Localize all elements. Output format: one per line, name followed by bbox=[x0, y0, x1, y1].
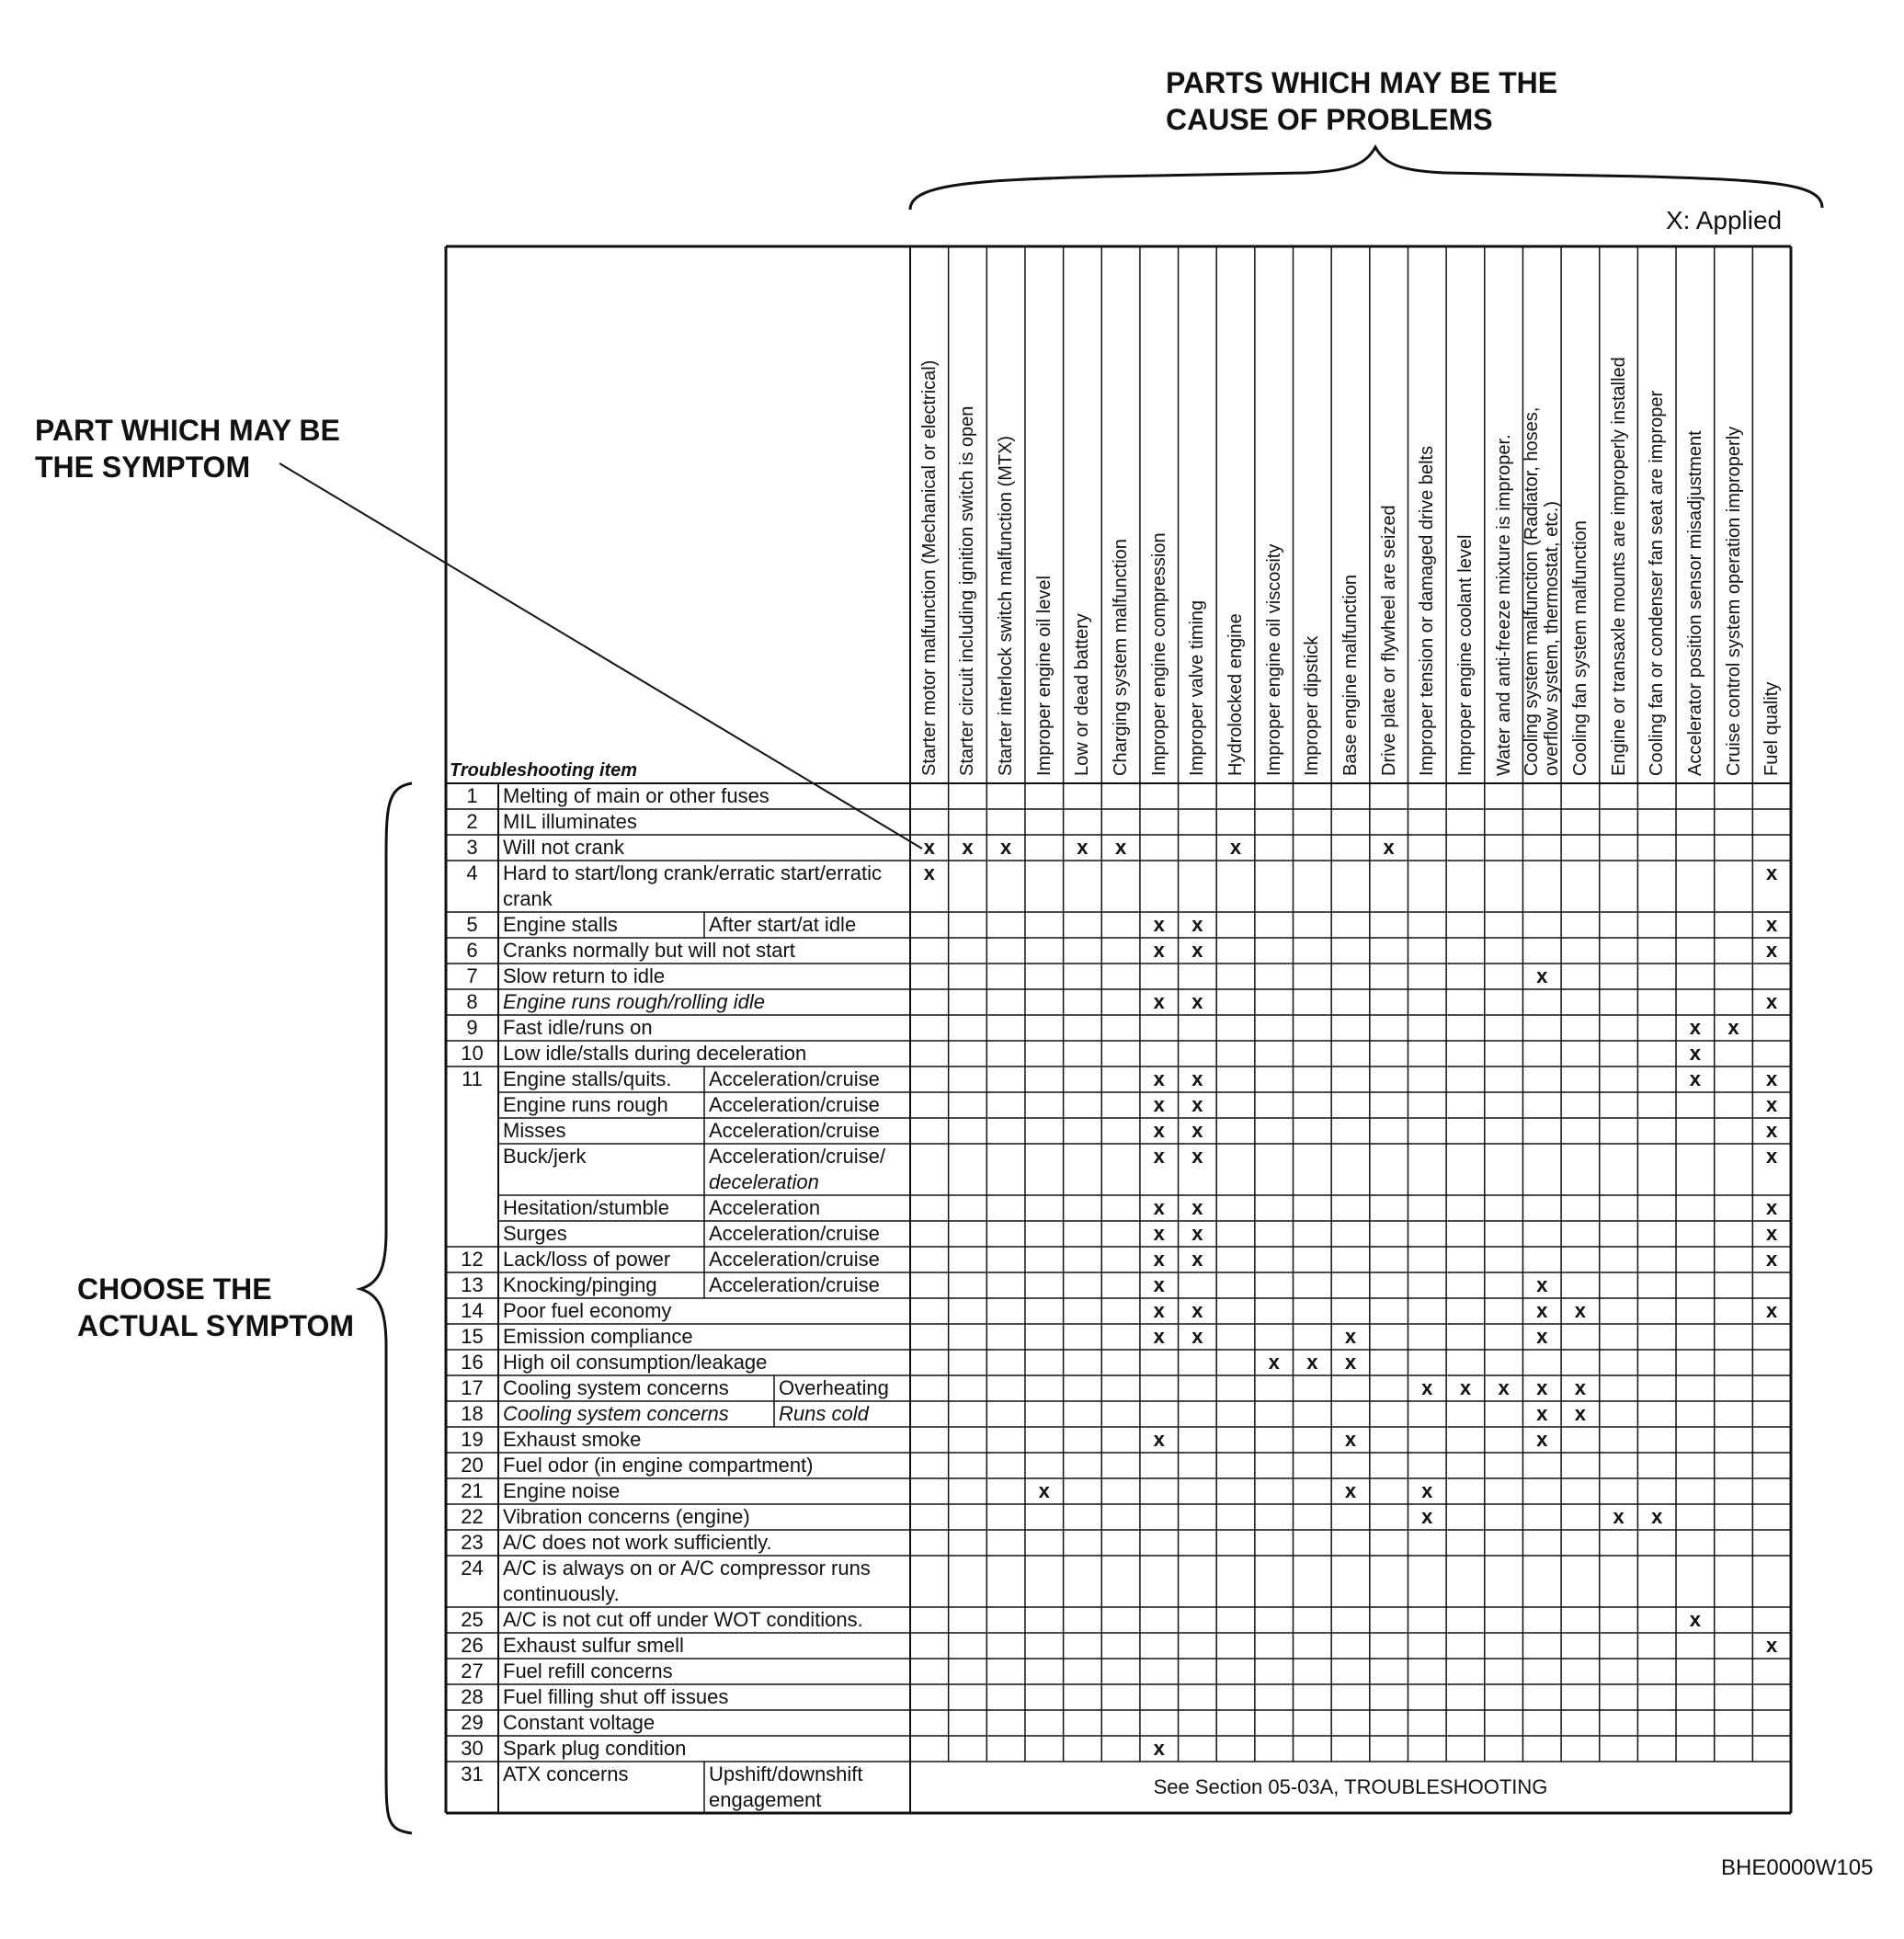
applied-mark: x bbox=[1191, 1196, 1203, 1219]
row-number: 1 bbox=[466, 784, 478, 807]
symptom-label: Will not crank bbox=[503, 836, 625, 859]
applied-mark: x bbox=[1766, 1222, 1778, 1245]
row-number: 13 bbox=[461, 1273, 484, 1296]
choose-symptom-line-1: CHOOSE THE bbox=[77, 1272, 272, 1306]
applied-mark: x bbox=[962, 836, 974, 859]
applied-mark: x bbox=[1766, 1196, 1778, 1219]
row-number: 26 bbox=[461, 1634, 484, 1657]
applied-mark: x bbox=[1536, 1376, 1548, 1399]
symptom-label: Constant voltage bbox=[503, 1711, 656, 1734]
applied-mark: x bbox=[1153, 1119, 1165, 1142]
applied-mark: x bbox=[1191, 1299, 1203, 1322]
applied-mark: x bbox=[1191, 1248, 1203, 1271]
symptom-label: A/C is always on or A/C compressor runs continuously. bbox=[503, 1557, 871, 1605]
applied-mark: x bbox=[1766, 1093, 1778, 1116]
symptom-label: Spark plug condition bbox=[503, 1737, 687, 1760]
applied-mark: x bbox=[1077, 836, 1089, 859]
row-number: 6 bbox=[466, 939, 478, 962]
applied-mark: x bbox=[1498, 1376, 1510, 1399]
applied-mark: x bbox=[1153, 1325, 1165, 1348]
symptom-label: Lack/loss of power bbox=[503, 1248, 671, 1271]
applied-mark: x bbox=[1536, 1428, 1548, 1451]
applied-mark: x bbox=[1153, 939, 1165, 962]
symptom-label: Engine stalls/quits. bbox=[503, 1067, 672, 1090]
applied-mark: x bbox=[1651, 1505, 1663, 1528]
row-number: 3 bbox=[466, 836, 478, 859]
row-number: 20 bbox=[461, 1454, 484, 1477]
applied-mark: x bbox=[1536, 1402, 1548, 1425]
applied-mark: x bbox=[1689, 1067, 1701, 1090]
applied-mark: x bbox=[1038, 1479, 1050, 1502]
condition-label: Acceleration/cruise bbox=[709, 1119, 880, 1142]
troubleshooting-item-label: Troubleshooting item bbox=[450, 760, 638, 781]
row-number: 12 bbox=[461, 1248, 484, 1271]
condition-label: After start/at idle bbox=[709, 913, 857, 936]
applied-mark: x bbox=[1459, 1376, 1472, 1399]
applied-mark: x bbox=[1229, 836, 1242, 859]
condition-label: Acceleration/cruise bbox=[709, 1248, 880, 1271]
row-number: 2 bbox=[466, 810, 478, 833]
applied-mark: x bbox=[1766, 1145, 1778, 1168]
row-number: 17 bbox=[461, 1376, 484, 1399]
applied-mark: x bbox=[1153, 1067, 1165, 1090]
symptom-label: ATX concerns bbox=[503, 1762, 629, 1785]
applied-mark: x bbox=[1191, 1325, 1203, 1348]
applied-mark: x bbox=[1766, 1248, 1778, 1271]
row-number: 4 bbox=[466, 861, 478, 884]
applied-mark: x bbox=[1766, 1119, 1778, 1142]
symptom-label: Vibration concerns (engine) bbox=[503, 1505, 750, 1528]
symptom-label: Hard to start/long crank/erratic start/erratic crank bbox=[503, 861, 883, 910]
symptom-label: Engine noise bbox=[503, 1479, 621, 1502]
applied-mark: x bbox=[1766, 913, 1778, 936]
symptom-label: Exhaust sulfur smell bbox=[503, 1634, 684, 1657]
row-number: 10 bbox=[461, 1042, 484, 1065]
symptom-label: Fuel refill concerns bbox=[503, 1660, 673, 1682]
applied-mark: x bbox=[1344, 1351, 1357, 1374]
applied-mark: x bbox=[1344, 1428, 1357, 1451]
applied-mark: x bbox=[1383, 836, 1395, 859]
applied-mark: x bbox=[1191, 1119, 1203, 1142]
symptom-label: Buck/jerk bbox=[503, 1145, 587, 1168]
row-number: 14 bbox=[461, 1299, 484, 1322]
applied-mark: x bbox=[1536, 964, 1548, 987]
applied-mark: x bbox=[1191, 939, 1203, 962]
applied-mark: x bbox=[1574, 1402, 1587, 1425]
condition-label: Runs cold bbox=[779, 1402, 869, 1425]
applied-mark: x bbox=[923, 836, 935, 859]
symptom-label: Surges bbox=[503, 1222, 567, 1245]
applied-mark: x bbox=[1153, 913, 1165, 936]
row-number: 28 bbox=[461, 1685, 484, 1708]
symptom-label: Hesitation/stumble bbox=[503, 1196, 669, 1219]
condition-label: Upshift/downshift engagement bbox=[709, 1762, 863, 1811]
symptom-label: Slow return to idle bbox=[503, 964, 666, 987]
symptom-label: Emission compliance bbox=[503, 1325, 693, 1348]
applied-mark: x bbox=[1153, 990, 1165, 1013]
symptom-label: Fuel filling shut off issues bbox=[503, 1685, 729, 1708]
applied-mark: x bbox=[1689, 1042, 1701, 1065]
applied-mark: x bbox=[1536, 1299, 1548, 1322]
applied-mark: x bbox=[1421, 1505, 1433, 1528]
condition-label: Acceleration bbox=[709, 1196, 821, 1219]
symptom-label: Engine runs rough bbox=[503, 1093, 668, 1116]
applied-mark: x bbox=[1766, 1634, 1778, 1657]
applied-mark: x bbox=[1689, 1608, 1701, 1631]
symptom-label: Fast idle/runs on bbox=[503, 1016, 653, 1039]
row-number: 21 bbox=[461, 1479, 484, 1502]
applied-mark: x bbox=[1421, 1376, 1433, 1399]
applied-mark: x bbox=[1191, 990, 1203, 1013]
row-number: 11 bbox=[462, 1067, 483, 1090]
symptom-label: Cooling system concerns bbox=[503, 1376, 729, 1399]
applied-mark: x bbox=[1153, 1428, 1165, 1451]
condition-label: Acceleration/cruise bbox=[709, 1067, 880, 1090]
applied-mark: x bbox=[1191, 1093, 1203, 1116]
condition-label: Overheating bbox=[779, 1376, 889, 1399]
row-number: 18 bbox=[461, 1402, 484, 1425]
applied-mark: x bbox=[1574, 1299, 1587, 1322]
condition-label: Acceleration/cruise/ deceleration bbox=[709, 1145, 885, 1193]
row-number: 31 bbox=[461, 1762, 484, 1785]
row-number: 19 bbox=[461, 1428, 484, 1451]
condition-label: Acceleration/cruise bbox=[709, 1273, 880, 1296]
row-number: 23 bbox=[461, 1531, 484, 1554]
symptom-label: Engine runs rough/rolling idle bbox=[503, 990, 765, 1013]
applied-mark: x bbox=[1766, 939, 1778, 962]
symptom-label: Exhaust smoke bbox=[503, 1428, 642, 1451]
applied-mark: x bbox=[1191, 913, 1203, 936]
row-number: 8 bbox=[466, 990, 478, 1013]
applied-mark: x bbox=[1153, 1737, 1165, 1760]
symptom-label: Cranks normally but will not start bbox=[503, 939, 795, 962]
part-symptom-line-2: THE SYMPTOM bbox=[35, 451, 251, 484]
parts-cause-line-2: CAUSE OF PROBLEMS bbox=[1166, 103, 1493, 136]
applied-mark: x bbox=[923, 861, 935, 884]
symptom-label: Cooling system concerns bbox=[503, 1402, 729, 1425]
applied-mark: x bbox=[1766, 1299, 1778, 1322]
applied-mark: x bbox=[1613, 1505, 1625, 1528]
applied-mark: x bbox=[1306, 1351, 1318, 1374]
applied-mark: x bbox=[1153, 1093, 1165, 1116]
applied-mark: x bbox=[1268, 1351, 1280, 1374]
row-number: 22 bbox=[461, 1505, 484, 1528]
row-number: 30 bbox=[461, 1737, 484, 1760]
applied-mark: x bbox=[1114, 836, 1127, 859]
applied-mark: x bbox=[1153, 1222, 1165, 1245]
row-number: 5 bbox=[466, 913, 478, 936]
row-number: 24 bbox=[461, 1557, 484, 1580]
applied-mark: x bbox=[1536, 1273, 1548, 1296]
applied-mark: x bbox=[1766, 1067, 1778, 1090]
row-number: 15 bbox=[461, 1325, 484, 1348]
symptom-label: A/C is not cut off under WOT conditions. bbox=[503, 1608, 863, 1631]
symptom-label: Low idle/stalls during deceleration bbox=[503, 1042, 807, 1065]
figure-code: BHE0000W105 bbox=[1721, 1855, 1874, 1880]
row-number: 7 bbox=[466, 964, 478, 987]
applied-mark: x bbox=[1344, 1479, 1357, 1502]
condition-label: Acceleration/cruise bbox=[709, 1093, 880, 1116]
symptom-label: MIL illuminates bbox=[503, 810, 637, 833]
legend-applied: X: Applied bbox=[1666, 206, 1783, 234]
applied-mark: x bbox=[1689, 1016, 1701, 1039]
applied-mark: x bbox=[1153, 1145, 1165, 1168]
condition-label: Acceleration/cruise bbox=[709, 1222, 880, 1245]
symptom-label: Fuel odor (in engine compartment) bbox=[503, 1454, 814, 1477]
applied-mark: x bbox=[1000, 836, 1012, 859]
row-number: 16 bbox=[461, 1351, 484, 1374]
row-number: 9 bbox=[466, 1016, 478, 1039]
applied-mark: x bbox=[1191, 1145, 1203, 1168]
applied-mark: x bbox=[1153, 1273, 1165, 1296]
applied-mark: x bbox=[1344, 1325, 1357, 1348]
applied-mark: x bbox=[1191, 1222, 1203, 1245]
symptom-label: Poor fuel economy bbox=[503, 1299, 672, 1322]
applied-mark: x bbox=[1727, 1016, 1739, 1039]
applied-mark: x bbox=[1536, 1325, 1548, 1348]
row-number: 27 bbox=[461, 1660, 484, 1682]
symptom-label: Knocking/pinging bbox=[503, 1273, 657, 1296]
part-symptom-line-1: PART WHICH MAY BE bbox=[35, 414, 340, 447]
applied-mark: x bbox=[1766, 861, 1778, 884]
symptom-label: Engine stalls bbox=[503, 913, 618, 936]
applied-mark: x bbox=[1153, 1196, 1165, 1219]
applied-mark: x bbox=[1574, 1376, 1587, 1399]
applied-mark: x bbox=[1153, 1248, 1165, 1271]
applied-mark: x bbox=[1421, 1479, 1433, 1502]
parts-cause-line-1: PARTS WHICH MAY BE THE bbox=[1166, 66, 1558, 99]
symptom-label: High oil consumption/leakage bbox=[503, 1351, 768, 1374]
applied-mark: x bbox=[1766, 990, 1778, 1013]
row-number: 25 bbox=[461, 1608, 484, 1631]
symptom-label: A/C does not work sufficiently. bbox=[503, 1531, 772, 1554]
applied-mark: x bbox=[1153, 1299, 1165, 1322]
choose-symptom-line-2: ACTUAL SYMPTOM bbox=[77, 1309, 355, 1342]
applied-mark: x bbox=[1191, 1067, 1203, 1090]
row-number: 29 bbox=[461, 1711, 484, 1734]
symptom-label: Melting of main or other fuses bbox=[503, 784, 770, 807]
section-reference-note: See Section 05-03A, TROUBLESHOOTING bbox=[1153, 1775, 1548, 1798]
symptom-label: Misses bbox=[503, 1119, 566, 1142]
